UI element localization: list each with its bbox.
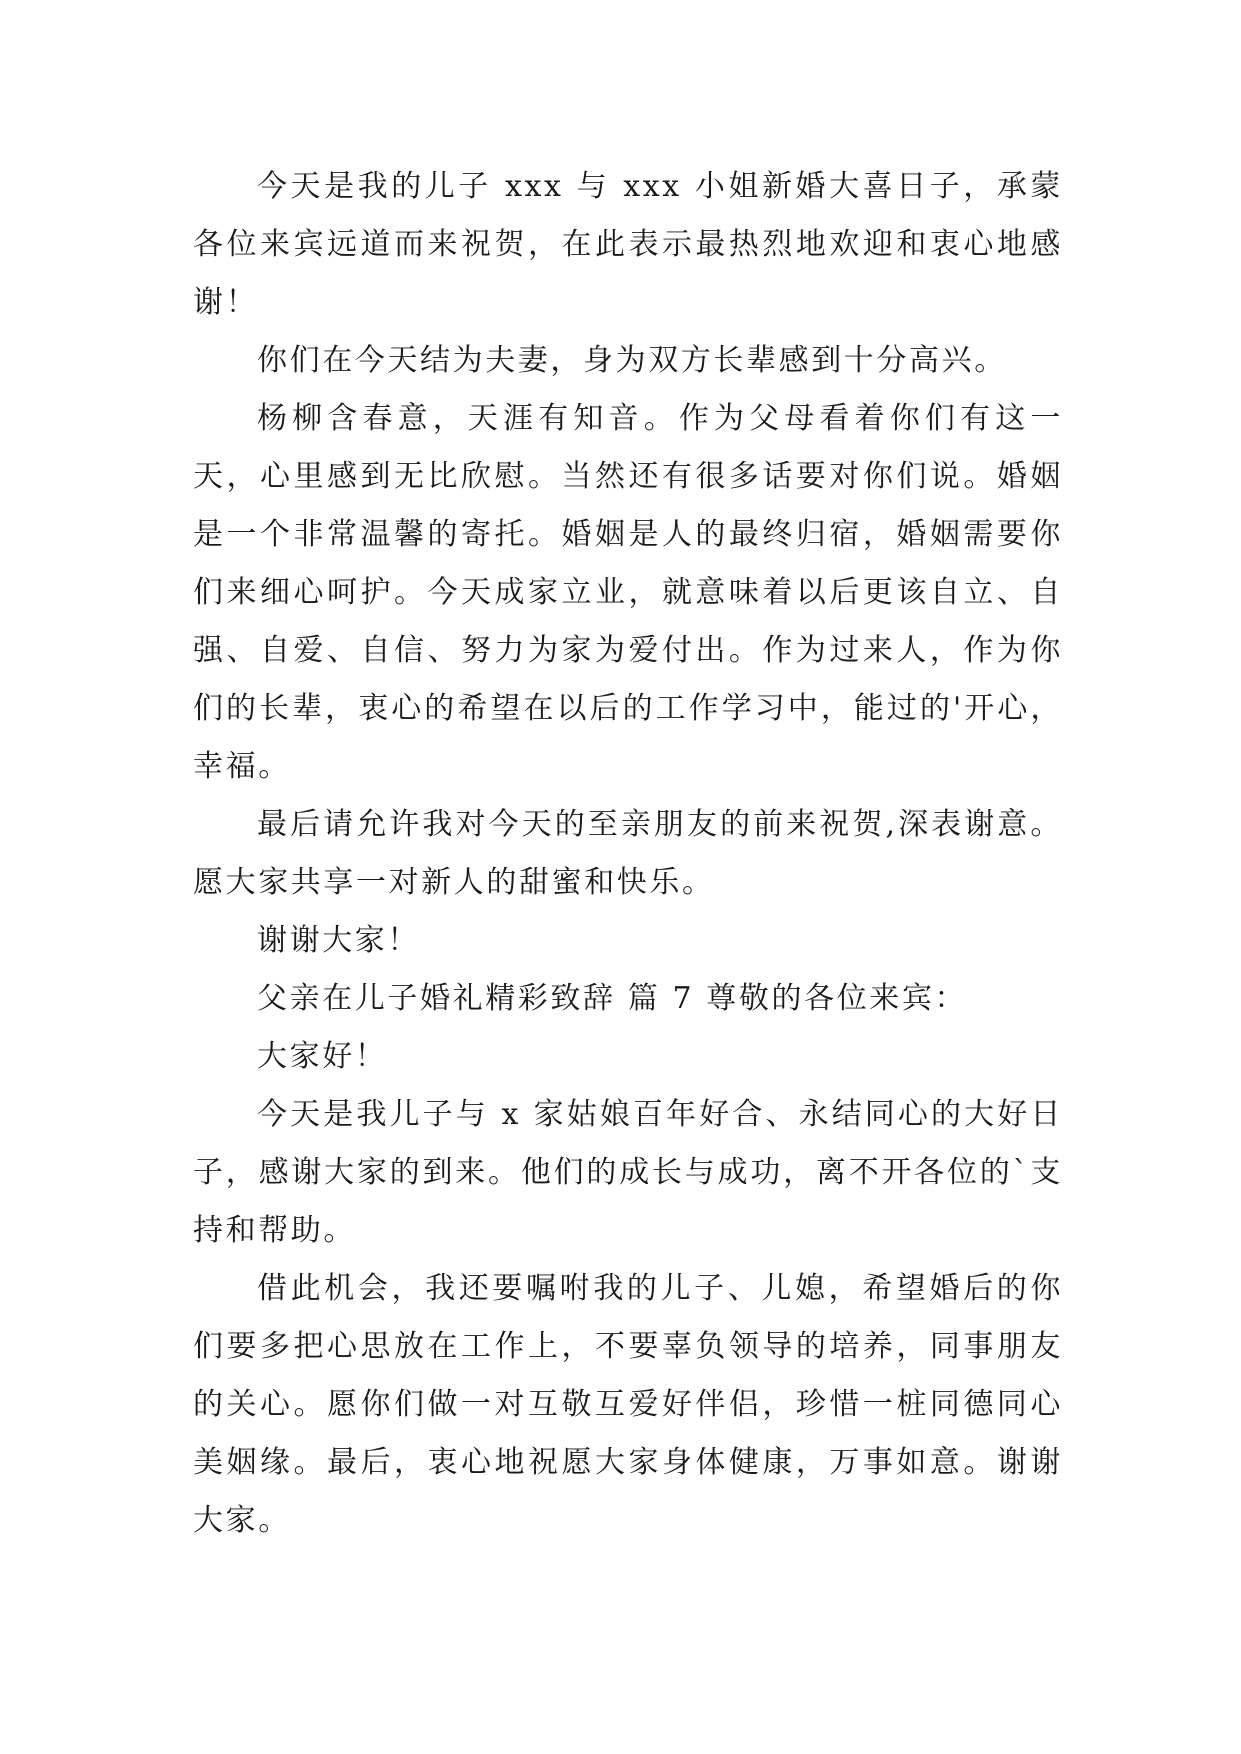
paragraph-thanks-guests: 最后请允许我对今天的至亲朋友的前来祝贺,深表谢意。愿大家共享一对新人的甜蜜和快乐。 [193,807,1063,900]
paragraph-thank-you: 谢谢大家！ [257,923,420,958]
section-heading: 父亲在儿子婚礼精彩致辞 篇 7 尊敬的各位来宾： [257,981,968,1016]
paragraph-closing: 借此机会，我还要嘱咐我的儿子、儿媳，希望婚后的你们要多把心思放在工作上，不要辜负领导的培养，同事朋友的关心。愿你们做一对互敬互爱好伴侣，珍惜一桩同德同心美姻缘。最后，衷心地祝愿大家身体健康，万事如意。谢谢大家。 [193,1271,1063,1538]
paragraph-married: 你们在今天结为夫妻，身为双方长辈感到十分高兴。 [257,343,1007,378]
paragraph-greeting: 大家好！ [257,1039,388,1074]
paragraph-today: 今天是我儿子与 x 家姑娘百年好合、永结同心的大好日子，感谢大家的到来。他们的成长与成功，离不开各位的`支持和帮助。 [193,1097,1063,1248]
document-body [193,158,1063,1550]
paragraph-welcome: 今天是我的儿子 xxx 与 xxx 小姐新婚大喜日子，承蒙各位来宾远道而来祝贺，在此表示最热烈地欢迎和衷心地感谢！ [193,169,1063,320]
paragraph-advice: 杨柳含春意，天涯有知音。作为父母看着你们有这一天，心里感到无比欣慰。当然还有很多话要对你们说。婚姻是一个非常温馨的寄托。婚姻是人的最终归宿，婚姻需要你们来细心呵护。今天成家立业，就意味着以后更该自立、自强、自爱、自信、努力为家为爱付出。作为过来人，作为你们的长辈，衷心的希望在以后的工作学习中，能过的'开心，幸福。 [193,401,1063,784]
